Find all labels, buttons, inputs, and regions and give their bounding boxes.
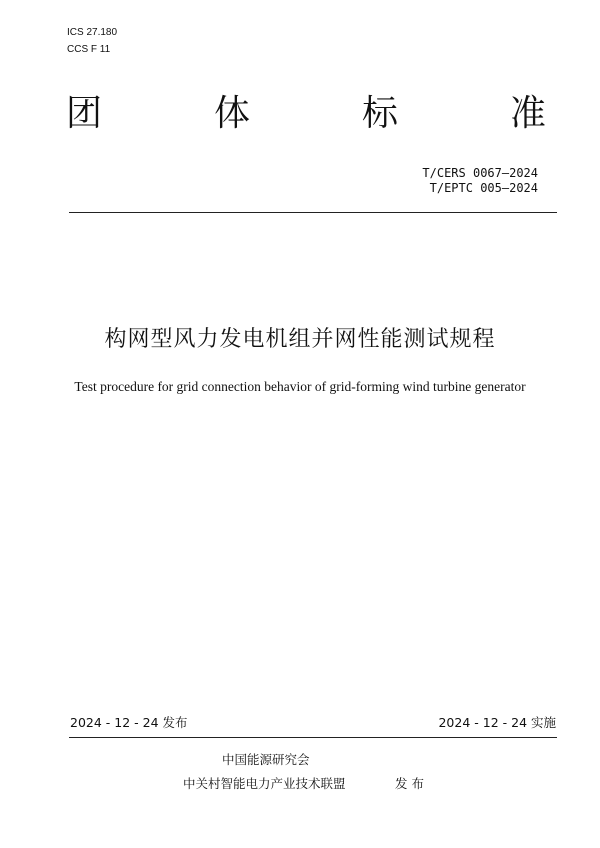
standard-type-char-3: 标 (362, 93, 399, 134)
standard-type-char-1: 团 (66, 93, 103, 134)
publisher-org-2: 中关村智能电力产业技术联盟 (183, 776, 346, 791)
implement-date: 2024 - 12 - 24 实施 (438, 715, 556, 730)
ccs-code: CCS F 11 (67, 44, 111, 55)
issue-label: 发 布 (395, 776, 424, 791)
standard-number-eptc: T/EPTC 005—2024 (429, 181, 538, 195)
ics-code: ICS 27.180 (67, 27, 118, 38)
publish-date: 2024 - 12 - 24 发布 (70, 715, 188, 730)
standard-type-char-2: 体 (214, 93, 251, 134)
publisher-org-1: 中国能源研究会 (222, 752, 310, 767)
standard-type-char-4: 准 (510, 93, 547, 134)
header-divider (69, 212, 557, 213)
document-title-chinese: 构网型风力发电机组并网性能测试规程 (104, 327, 496, 352)
footer-divider (69, 737, 557, 738)
document-title-english: Test procedure for grid connection behavior of grid-forming wind turbine generator (74, 379, 526, 394)
standard-number-cers: T/CERS 0067—2024 (422, 166, 538, 180)
